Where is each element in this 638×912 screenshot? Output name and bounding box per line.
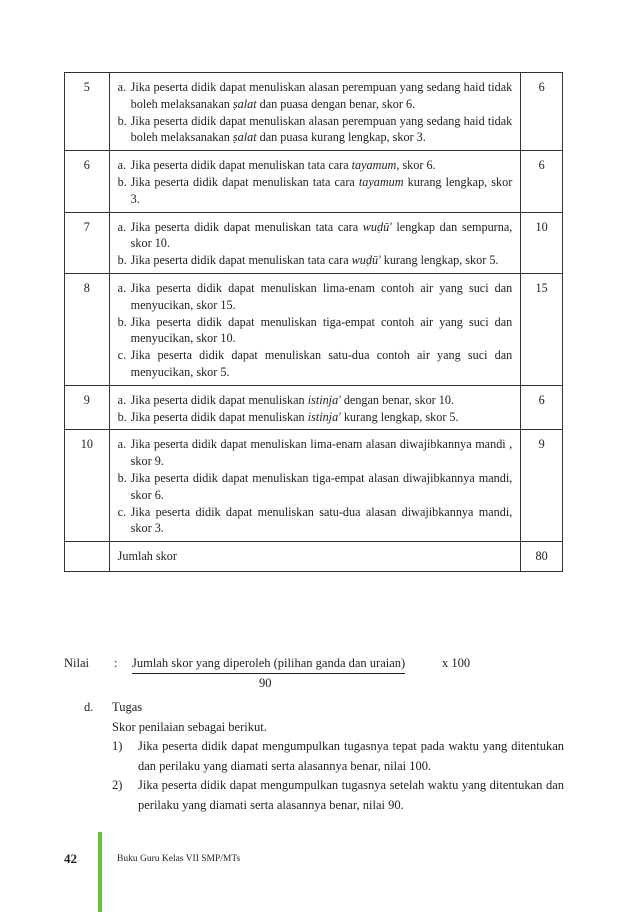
italic-term: tayamum	[358, 174, 404, 189]
criteria-item-text	[131, 252, 513, 269]
text-segment: dan puasa kurang lengkap, skor 3.	[256, 130, 426, 145]
nilai-label: Nilai	[64, 656, 89, 670]
row-number: 8	[65, 273, 110, 385]
criteria-item-label: a.	[117, 219, 127, 234]
criteria-item-label: c.	[117, 348, 127, 363]
text-segment: kurang lengkap, skor 3.	[130, 174, 513, 206]
criteria-item-text	[131, 392, 513, 409]
criteria-item	[118, 314, 513, 348]
row-number: 9	[65, 385, 110, 430]
text-segment: Jika peserta didik dapat menuliskan satu-dua alasan diwajibkannya mandi, skor 3.	[130, 504, 513, 536]
text-segment: Jika peserta didik dapat menuliskan tata cara	[130, 158, 352, 173]
criteria-cell	[109, 273, 521, 385]
max-score: 6	[521, 151, 563, 212]
max-score: 15	[521, 273, 563, 385]
criteria-cell	[109, 73, 521, 151]
max-score: 6	[521, 73, 563, 151]
criteria-cell	[109, 385, 521, 430]
italic-term: istinja'	[307, 392, 341, 407]
italic-term: wuḍū'	[362, 219, 392, 234]
tugas-heading	[84, 698, 564, 718]
criteria-item-label: a.	[117, 80, 127, 94]
formula-denominator: 90	[259, 676, 272, 690]
text-segment: kurang lengkap, skor 5.	[340, 409, 459, 424]
criteria-item-label: b.	[117, 113, 127, 128]
formula-numerator: Jumlah skor yang diperoleh (pilihan ganda dan uraian)	[132, 656, 405, 674]
criteria-item-text	[131, 219, 513, 253]
tugas-section	[84, 698, 564, 815]
criteria-item-label: b.	[117, 253, 127, 268]
criteria-item-text	[131, 314, 513, 348]
formula-multiplier: x 100	[442, 656, 471, 670]
criteria-item-text	[131, 436, 513, 470]
italic-term: istinja'	[307, 409, 341, 424]
text-segment: Jika peserta didik dapat menuliskan alasan perempuan yang sedang haid tidak boleh melaksanakan	[130, 80, 513, 111]
text-segment: Jika peserta didik dapat menuliskan tata cara	[130, 174, 359, 189]
criteria-item-label: a.	[117, 280, 127, 295]
tugas-point-label: 1)	[112, 739, 123, 753]
criteria-item	[118, 174, 513, 208]
total-score: 80	[521, 542, 563, 572]
text-segment: Jika peserta didik dapat menuliskan alasan perempuan yang sedang haid tidak boleh melaksanakan	[130, 113, 513, 145]
criteria-item-text	[131, 174, 513, 208]
criteria-item	[118, 157, 513, 174]
scoring-table-body	[65, 73, 563, 542]
criteria-item	[118, 470, 513, 504]
table-row	[65, 151, 563, 212]
total-row-number-cell	[65, 542, 110, 572]
table-row	[65, 430, 563, 542]
max-score: 10	[521, 212, 563, 273]
criteria-item	[118, 409, 513, 426]
criteria-item-text	[131, 157, 513, 174]
text-segment: Jika peserta didik dapat menuliskan	[130, 409, 308, 424]
row-number: 6	[65, 151, 110, 212]
tugas-point-text: Jika peserta didik dapat mengumpulkan tugasnya tepat pada waktu yang ditentukan dan perilaku yang diamati serta alasannya benar, nilai 100.	[138, 739, 564, 773]
tugas-point	[84, 737, 564, 776]
text-segment: Jika peserta didik dapat menuliskan	[130, 392, 308, 407]
criteria-item-text	[131, 470, 513, 504]
table-row	[65, 385, 563, 430]
criteria-item-text	[131, 79, 513, 113]
text-segment: Jika peserta didik dapat menuliskan lima-enam contoh air yang suci dan menyucikan, skor 15.	[130, 280, 513, 312]
criteria-item-label: b.	[117, 409, 127, 424]
criteria-cell	[109, 430, 521, 542]
criteria-item	[118, 113, 513, 147]
table-row	[65, 73, 563, 151]
tugas-title: Tugas	[112, 700, 143, 714]
table-row	[65, 273, 563, 385]
text-segment: lengkap dan sempurna, skor 10.	[130, 219, 513, 251]
criteria-item-text	[131, 280, 513, 314]
criteria-item-text	[131, 113, 513, 147]
criteria-cell	[109, 151, 521, 212]
criteria-cell	[109, 212, 521, 273]
tugas-intro: Skor penilaian sebagai berikut.	[112, 719, 267, 734]
italic-term: tayamum	[351, 158, 397, 173]
criteria-item	[118, 392, 513, 409]
criteria-item	[118, 504, 513, 538]
book-title: Buku Guru Kelas VII SMP/MTs	[117, 854, 241, 864]
max-score: 9	[521, 430, 563, 542]
text-segment: Jika peserta didik dapat menuliskan tata cara	[130, 253, 352, 268]
criteria-item-text	[131, 504, 513, 538]
row-number: 5	[65, 73, 110, 151]
text-segment: Jika peserta didik dapat menuliskan satu-dua contoh air yang suci dan menyucikan, skor 5.	[130, 348, 513, 379]
total-label: Jumlah skor	[109, 542, 521, 572]
nilai-formula	[64, 656, 564, 700]
nilai-colon: :	[114, 656, 118, 670]
max-score: 6	[521, 385, 563, 430]
page-number: 42	[64, 851, 77, 866]
footer-accent-bar	[98, 832, 102, 912]
row-number: 10	[65, 430, 110, 542]
italic-term: ṣalat	[232, 130, 257, 145]
tugas-letter: d.	[84, 700, 94, 714]
text-segment: , skor 6.	[396, 158, 436, 173]
text-segment: Jika peserta didik dapat menuliskan lima-enam alasan diwajibkannya mandi , skor 9.	[130, 437, 513, 469]
criteria-item	[118, 280, 513, 314]
italic-term: ṣalat	[232, 96, 257, 111]
row-number: 7	[65, 212, 110, 273]
text-segment: dengan benar, skor 10.	[340, 392, 455, 407]
text-segment: Jika peserta didik dapat menuliskan tata cara	[130, 219, 363, 234]
tugas-point-label: 2)	[112, 778, 123, 792]
criteria-item	[118, 436, 513, 470]
criteria-item	[118, 347, 513, 381]
table-row	[65, 212, 563, 273]
criteria-item-label: a.	[117, 158, 127, 173]
criteria-item	[118, 252, 513, 269]
criteria-item-label: b.	[117, 470, 127, 485]
scoring-table	[64, 72, 563, 572]
text-segment: dan puasa dengan benar, skor 6.	[256, 96, 416, 111]
criteria-item	[118, 79, 513, 113]
criteria-item	[118, 219, 513, 253]
criteria-item-label: a.	[117, 437, 127, 452]
criteria-item-label: c.	[117, 504, 127, 519]
criteria-item-label: b.	[117, 314, 127, 329]
text-segment: Jika peserta didik dapat menuliskan tiga-empat contoh air yang suci dan menyucikan, skor 10.	[130, 314, 513, 346]
criteria-item-text	[131, 347, 513, 381]
criteria-item-label: b.	[117, 174, 127, 189]
total-row	[65, 542, 563, 572]
text-segment: Jika peserta didik dapat menuliskan tiga-empat alasan diwajibkannya mandi, skor 6.	[130, 470, 513, 502]
italic-term: wuḍū'	[351, 253, 381, 268]
tugas-point-text: Jika peserta didik dapat mengumpulkan tugasnya setelah waktu yang ditentukan dan perilaku yang diamati serta alasannya benar, nilai 90.	[138, 778, 564, 812]
text-segment: kurang lengkap, skor 5.	[380, 253, 499, 268]
criteria-item-label: a.	[117, 392, 127, 407]
criteria-item-text	[131, 409, 513, 426]
tugas-point	[84, 776, 564, 815]
